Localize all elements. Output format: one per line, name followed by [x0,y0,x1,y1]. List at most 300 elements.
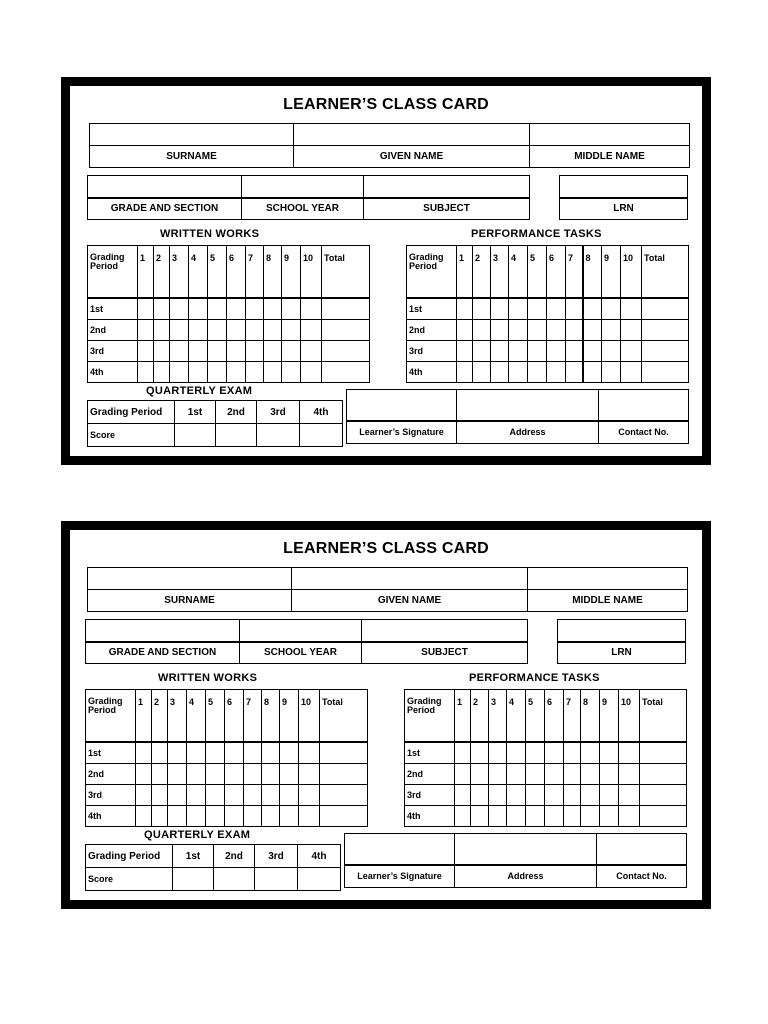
pt-total-cell[interactable] [642,341,689,362]
middle-name-field[interactable] [530,124,690,146]
ww-cell[interactable] [152,806,168,827]
signature-label: Learner’s Signature [345,865,455,888]
address-field[interactable] [455,834,597,865]
ww-cell[interactable] [244,806,262,827]
ww-cell[interactable] [246,362,264,383]
pt-cell[interactable] [566,362,583,383]
lrn-label: LRN [560,198,688,220]
pt-cell[interactable] [619,742,640,764]
subject-label: SUBJECT [364,198,530,220]
contact-field[interactable] [597,834,687,865]
school-year-field[interactable] [242,176,364,198]
ww-cell[interactable] [208,320,227,341]
ww-period-3rd: 3rd [86,785,136,806]
ww-total-cell[interactable] [320,785,368,806]
ww-cell[interactable] [280,806,299,827]
grade-table [85,619,528,664]
ww-period-2nd: 2nd [88,320,138,341]
ww-cell[interactable] [264,320,282,341]
ww-col-8: 8 [264,246,282,299]
performance-tasks-title: PERFORMANCE TASKS [471,228,602,240]
qe-period-4th: 4th [300,401,343,424]
pt-cell[interactable] [471,764,489,785]
ww-cell[interactable] [299,785,320,806]
pt-cell[interactable] [473,298,491,320]
pt-total-cell[interactable] [642,362,689,383]
pt-col-10: 10 [619,690,640,743]
ww-cell[interactable] [208,362,227,383]
ww-cell[interactable] [225,764,244,785]
pt-period-3rd: 3rd [407,341,457,362]
class-card-1 [61,77,711,465]
address-label: Address [455,865,597,888]
ww-col-10: 10 [301,246,322,299]
ww-cell[interactable] [227,298,246,320]
ww-col-6: 6 [225,690,244,743]
ww-total-cell[interactable] [320,806,368,827]
ww-col-3: 3 [170,246,189,299]
pt-cell[interactable] [507,764,526,785]
subject-label: SUBJECT [362,642,528,664]
pt-col-4: 4 [509,246,528,299]
pt-cell[interactable] [545,764,564,785]
pt-col-2: 2 [471,690,489,743]
ww-col-4: 4 [187,690,206,743]
pt-cell[interactable] [473,362,491,383]
signature-table [344,833,687,888]
ww-cell[interactable] [189,341,208,362]
pt-cell[interactable] [526,764,545,785]
pt-cell[interactable] [457,298,473,320]
pt-cell[interactable] [581,764,600,785]
given-name-field[interactable] [294,124,530,146]
ww-col-5: 5 [206,690,225,743]
pt-cell[interactable] [489,785,507,806]
qe-score-label: Score [88,424,175,447]
pt-cell[interactable] [564,764,581,785]
ww-cell[interactable] [301,320,322,341]
ww-cell[interactable] [138,341,154,362]
pt-cell[interactable] [581,806,600,827]
ww-cell[interactable] [225,806,244,827]
lrn-field[interactable] [560,176,688,198]
pt-grading-period-header: Grading Period [405,690,455,743]
pt-cell[interactable] [547,362,566,383]
middle-name-label: MIDDLE NAME [528,590,688,612]
ww-col-9: 9 [280,690,299,743]
ww-cell[interactable] [225,785,244,806]
pt-cell[interactable] [547,320,566,341]
ww-cell[interactable] [187,806,206,827]
pt-cell[interactable] [581,742,600,764]
pt-total-cell[interactable] [640,764,687,785]
surname-label: SURNAME [90,146,294,168]
ww-total-cell[interactable] [320,742,368,764]
pt-col-9: 9 [602,246,621,299]
qe-score-cell[interactable] [298,868,341,891]
card-title: LEARNER’S CLASS CARD [283,540,489,557]
quarterly-exam-title: QUARTERLY EXAM [146,385,253,397]
ww-cell[interactable] [189,298,208,320]
ww-period-1st: 1st [88,298,138,320]
pt-col-6: 6 [545,690,564,743]
ww-col-8: 8 [262,690,280,743]
pt-cell[interactable] [583,341,602,362]
pt-cell[interactable] [507,742,526,764]
pt-grading-period-header: Grading Period [407,246,457,299]
ww-cell[interactable] [264,362,282,383]
ww-cell[interactable] [227,362,246,383]
qe-period-2nd: 2nd [216,401,257,424]
ww-cell[interactable] [187,764,206,785]
ww-cell[interactable] [206,764,225,785]
pt-cell[interactable] [619,764,640,785]
ww-cell[interactable] [264,298,282,320]
ww-total-cell[interactable] [320,764,368,785]
pt-cell[interactable] [545,785,564,806]
ww-cell[interactable] [154,298,170,320]
pt-cell[interactable] [566,341,583,362]
qe-score-cell[interactable] [216,424,257,447]
given-name-field[interactable] [292,568,528,590]
ww-cell[interactable] [189,362,208,383]
ww-col-4: 4 [189,246,208,299]
pt-col-2: 2 [473,246,491,299]
written-works-title: WRITTEN WORKS [160,228,260,240]
grade-section-field[interactable] [88,176,242,198]
surname-field[interactable] [90,124,294,146]
pt-cell[interactable] [621,362,642,383]
pt-period-2nd: 2nd [405,764,455,785]
pt-cell[interactable] [566,320,583,341]
ww-cell[interactable] [299,742,320,764]
ww-cell[interactable] [168,806,187,827]
ww-cell[interactable] [282,341,301,362]
given-name-label: GIVEN NAME [292,590,528,612]
pt-cell[interactable] [583,320,602,341]
ww-cell[interactable] [208,341,227,362]
ww-total-cell[interactable] [322,298,370,320]
pt-col-5: 5 [526,690,545,743]
school-year-field[interactable] [240,620,362,642]
ww-cell[interactable] [168,764,187,785]
pt-cell[interactable] [489,764,507,785]
pt-col-9: 9 [600,690,619,743]
pt-cell[interactable] [457,320,473,341]
ww-cell[interactable] [280,764,299,785]
pt-cell[interactable] [621,341,642,362]
pt-cell[interactable] [457,362,473,383]
ww-cell[interactable] [168,742,187,764]
pt-cell[interactable] [507,785,526,806]
pt-cell[interactable] [600,785,619,806]
ww-col-2: 2 [152,690,168,743]
ww-cell[interactable] [154,320,170,341]
pt-cell[interactable] [455,785,471,806]
pt-cell[interactable] [526,785,545,806]
ww-cell[interactable] [189,320,208,341]
ww-cell[interactable] [227,341,246,362]
ww-cell[interactable] [280,785,299,806]
ww-cell[interactable] [170,320,189,341]
signature-field[interactable] [347,390,457,421]
pt-total-cell[interactable] [642,298,689,320]
pt-cell[interactable] [457,341,473,362]
qe-period-2nd: 2nd [214,845,255,868]
pt-total-cell[interactable] [640,785,687,806]
surname-field[interactable] [88,568,292,590]
performance-tasks-title: PERFORMANCE TASKS [469,672,600,684]
ww-cell[interactable] [244,764,262,785]
ww-cell[interactable] [136,806,152,827]
ww-cell[interactable] [225,742,244,764]
pt-cell[interactable] [526,806,545,827]
pt-cell[interactable] [564,806,581,827]
pt-cell[interactable] [509,320,528,341]
pt-col-10: 10 [621,246,642,299]
ww-cell[interactable] [138,320,154,341]
qe-score-cell[interactable] [300,424,343,447]
ww-total-header: Total [320,690,368,743]
written-works-table [85,689,368,827]
pt-cell[interactable] [602,341,621,362]
ww-cell[interactable] [280,742,299,764]
pt-cell[interactable] [471,785,489,806]
pt-cell[interactable] [581,785,600,806]
pt-cell[interactable] [455,764,471,785]
ww-cell[interactable] [262,764,280,785]
pt-cell[interactable] [526,742,545,764]
surname-label: SURNAME [88,590,292,612]
ww-period-4th: 4th [88,362,138,383]
pt-cell[interactable] [545,806,564,827]
ww-grading-period-header: Grading Period [86,690,136,743]
pt-period-2nd: 2nd [407,320,457,341]
pt-cell[interactable] [600,806,619,827]
pt-cell[interactable] [602,320,621,341]
pt-cell[interactable] [489,806,507,827]
pt-col-3: 3 [491,246,509,299]
ww-cell[interactable] [170,298,189,320]
lrn-field[interactable] [558,620,686,642]
pt-cell[interactable] [528,362,547,383]
ww-col-9: 9 [282,246,301,299]
pt-col-8: 8 [581,690,600,743]
lrn-table [559,175,688,220]
ww-cell[interactable] [154,362,170,383]
middle-name-field[interactable] [528,568,688,590]
ww-cell[interactable] [227,320,246,341]
qe-score-cell[interactable] [257,424,300,447]
performance-tasks-table [406,245,689,383]
pt-period-3rd: 3rd [405,785,455,806]
pt-cell[interactable] [491,320,509,341]
pt-cell[interactable] [489,742,507,764]
pt-cell[interactable] [471,806,489,827]
signature-table [346,389,689,444]
ww-cell[interactable] [206,742,225,764]
ww-cell[interactable] [299,806,320,827]
ww-col-1: 1 [136,690,152,743]
contact-field[interactable] [599,390,689,421]
address-field[interactable] [457,390,599,421]
pt-total-cell[interactable] [640,742,687,764]
ww-cell[interactable] [168,785,187,806]
pt-cell[interactable] [507,806,526,827]
pt-col-1: 1 [455,690,471,743]
quarterly-exam-table [87,400,343,447]
ww-cell[interactable] [136,742,152,764]
ww-cell[interactable] [282,298,301,320]
pt-col-8: 8 [583,246,602,299]
lrn-label: LRN [558,642,686,664]
ww-grading-period-header: Grading Period [88,246,138,299]
pt-cell[interactable] [619,785,640,806]
ww-cell[interactable] [136,785,152,806]
school-year-label: SCHOOL YEAR [240,642,362,664]
pt-cell[interactable] [471,742,489,764]
middle-name-label: MIDDLE NAME [530,146,690,168]
ww-cell[interactable] [170,362,189,383]
pt-cell[interactable] [528,298,547,320]
pt-cell[interactable] [583,298,602,320]
pt-cell[interactable] [491,341,509,362]
pt-cell[interactable] [547,298,566,320]
ww-col-7: 7 [244,690,262,743]
quarterly-exam-title: QUARTERLY EXAM [144,829,251,841]
pt-cell[interactable] [455,806,471,827]
pt-cell[interactable] [509,341,528,362]
pt-cell[interactable] [455,742,471,764]
ww-col-10: 10 [299,690,320,743]
ww-cell[interactable] [187,742,206,764]
pt-cell[interactable] [509,298,528,320]
ww-cell[interactable] [244,742,262,764]
pt-period-1st: 1st [405,742,455,764]
ww-cell[interactable] [152,742,168,764]
written-works-title: WRITTEN WORKS [158,672,258,684]
ww-period-2nd: 2nd [86,764,136,785]
pt-cell[interactable] [564,785,581,806]
ww-cell[interactable] [282,362,301,383]
ww-total-cell[interactable] [322,320,370,341]
pt-cell[interactable] [528,320,547,341]
card-title: LEARNER’S CLASS CARD [283,96,489,113]
pt-cell[interactable] [621,298,642,320]
ww-cell[interactable] [152,764,168,785]
pt-cell[interactable] [600,764,619,785]
pt-cell[interactable] [547,341,566,362]
ww-cell[interactable] [206,806,225,827]
ww-col-1: 1 [138,246,154,299]
qe-score-cell[interactable] [175,424,216,447]
qe-score-cell[interactable] [255,868,298,891]
pt-total-cell[interactable] [642,320,689,341]
pt-cell[interactable] [602,298,621,320]
ww-cell[interactable] [170,341,189,362]
subject-field[interactable] [362,620,528,642]
ww-cell[interactable] [136,764,152,785]
pt-period-4th: 4th [407,362,457,383]
ww-col-5: 5 [208,246,227,299]
pt-cell[interactable] [583,362,602,383]
qe-period-3rd: 3rd [257,401,300,424]
ww-cell[interactable] [301,341,322,362]
pt-total-header: Total [640,690,687,743]
ww-cell[interactable] [301,362,322,383]
ww-cell[interactable] [244,785,262,806]
pt-cell[interactable] [528,341,547,362]
signature-label: Learner’s Signature [347,421,457,444]
pt-cell[interactable] [602,362,621,383]
pt-cell[interactable] [600,742,619,764]
pt-cell[interactable] [491,298,509,320]
ww-total-cell[interactable] [322,341,370,362]
class-card-2 [61,521,711,909]
ww-total-cell[interactable] [322,362,370,383]
ww-cell[interactable] [138,362,154,383]
ww-cell[interactable] [246,298,264,320]
ww-cell[interactable] [246,320,264,341]
ww-cell[interactable] [282,320,301,341]
lrn-table [557,619,686,664]
pt-cell[interactable] [619,806,640,827]
grade-section-label: GRADE AND SECTION [86,642,240,664]
pt-period-4th: 4th [405,806,455,827]
subject-field[interactable] [364,176,530,198]
pt-col-6: 6 [547,246,566,299]
ww-cell[interactable] [264,341,282,362]
contact-label: Contact No. [597,865,687,888]
ww-cell[interactable] [262,785,280,806]
qe-period-4th: 4th [298,845,341,868]
pt-cell[interactable] [473,341,491,362]
ww-period-3rd: 3rd [88,341,138,362]
pt-cell[interactable] [473,320,491,341]
ww-cell[interactable] [154,341,170,362]
qe-period-1st: 1st [173,845,214,868]
ww-cell[interactable] [152,785,168,806]
ww-cell[interactable] [138,298,154,320]
given-name-label: GIVEN NAME [294,146,530,168]
ww-cell[interactable] [206,785,225,806]
signature-field[interactable] [345,834,455,865]
pt-cell[interactable] [509,362,528,383]
qe-grading-period-label: Grading Period [86,845,173,868]
ww-cell[interactable] [246,341,264,362]
pt-total-cell[interactable] [640,806,687,827]
pt-cell[interactable] [545,742,564,764]
grade-section-field[interactable] [86,620,240,642]
pt-cell[interactable] [621,320,642,341]
pt-cell[interactable] [566,298,583,320]
ww-cell[interactable] [299,764,320,785]
ww-cell[interactable] [301,298,322,320]
pt-col-3: 3 [489,690,507,743]
pt-cell[interactable] [564,742,581,764]
ww-period-1st: 1st [86,742,136,764]
pt-col-7: 7 [564,690,581,743]
written-works-table [87,245,370,383]
ww-col-3: 3 [168,690,187,743]
ww-cell[interactable] [187,785,206,806]
qe-score-cell[interactable] [173,868,214,891]
qe-score-cell[interactable] [214,868,255,891]
ww-cell[interactable] [208,298,227,320]
ww-cell[interactable] [262,742,280,764]
ww-cell[interactable] [262,806,280,827]
pt-cell[interactable] [491,362,509,383]
